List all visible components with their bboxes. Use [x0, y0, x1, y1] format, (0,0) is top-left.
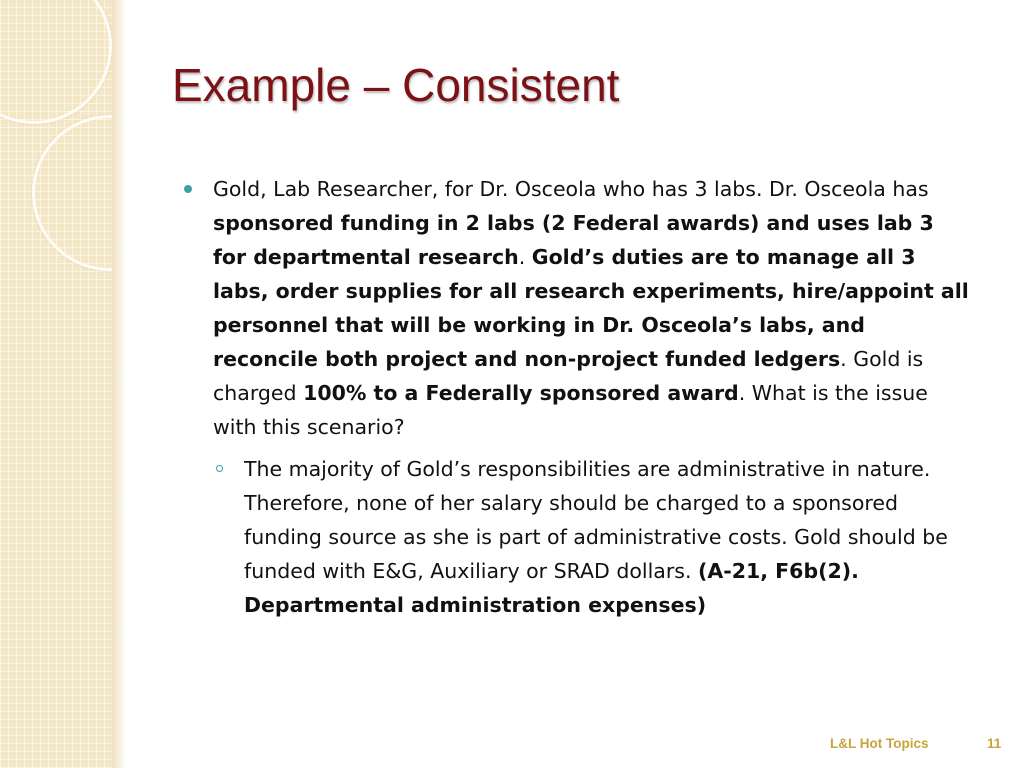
bullet-item — [182, 172, 972, 444]
bullet-bold-text: Gold’s duties are to manage all 3 labs, order supplies for all research experiments, hire/appoint all personnel that will be working in Dr. Osceola’s labs, and reconcile both project and non-project funded ledgers — [213, 245, 969, 371]
side-panel-edge — [112, 0, 126, 768]
slide-content — [182, 172, 972, 622]
sub-bullet-item — [213, 452, 972, 622]
decorative-ring — [0, 0, 112, 124]
sub-bullet-text: The majority of Gold’s responsibilities are administrative in nature. Therefore, none of her salary should be charged to a sponsored funding source as she is part of administrative costs. Gold should be funded with E&G, Auxiliary or SRAD dollars. — [244, 457, 948, 583]
bullet-bold-text: 100% to a Federally sponsored award — [303, 381, 739, 405]
slide-title: Example – Consistent — [172, 59, 620, 111]
bullet-text: . What is the issue with this scenario? — [213, 381, 928, 439]
slide-number: 11 — [987, 736, 1002, 751]
sub-bullet-bold-text: (A-21, F6b(2). Departmental administration expenses) — [244, 559, 859, 617]
footer-label: L&L Hot Topics — [830, 736, 929, 751]
bullet-text: Gold, Lab Researcher, for Dr. Osceola who has 3 labs. Dr. Osceola has — [213, 177, 929, 201]
decorative-ring — [32, 115, 112, 271]
bullet-bold-text: sponsored funding in 2 labs (2 Federal awards) and uses lab 3 for departmental research — [213, 211, 934, 269]
bullet-text: . Gold is charged — [213, 347, 924, 405]
bullet-text: . — [518, 245, 532, 269]
decorative-side-panel — [0, 0, 112, 768]
